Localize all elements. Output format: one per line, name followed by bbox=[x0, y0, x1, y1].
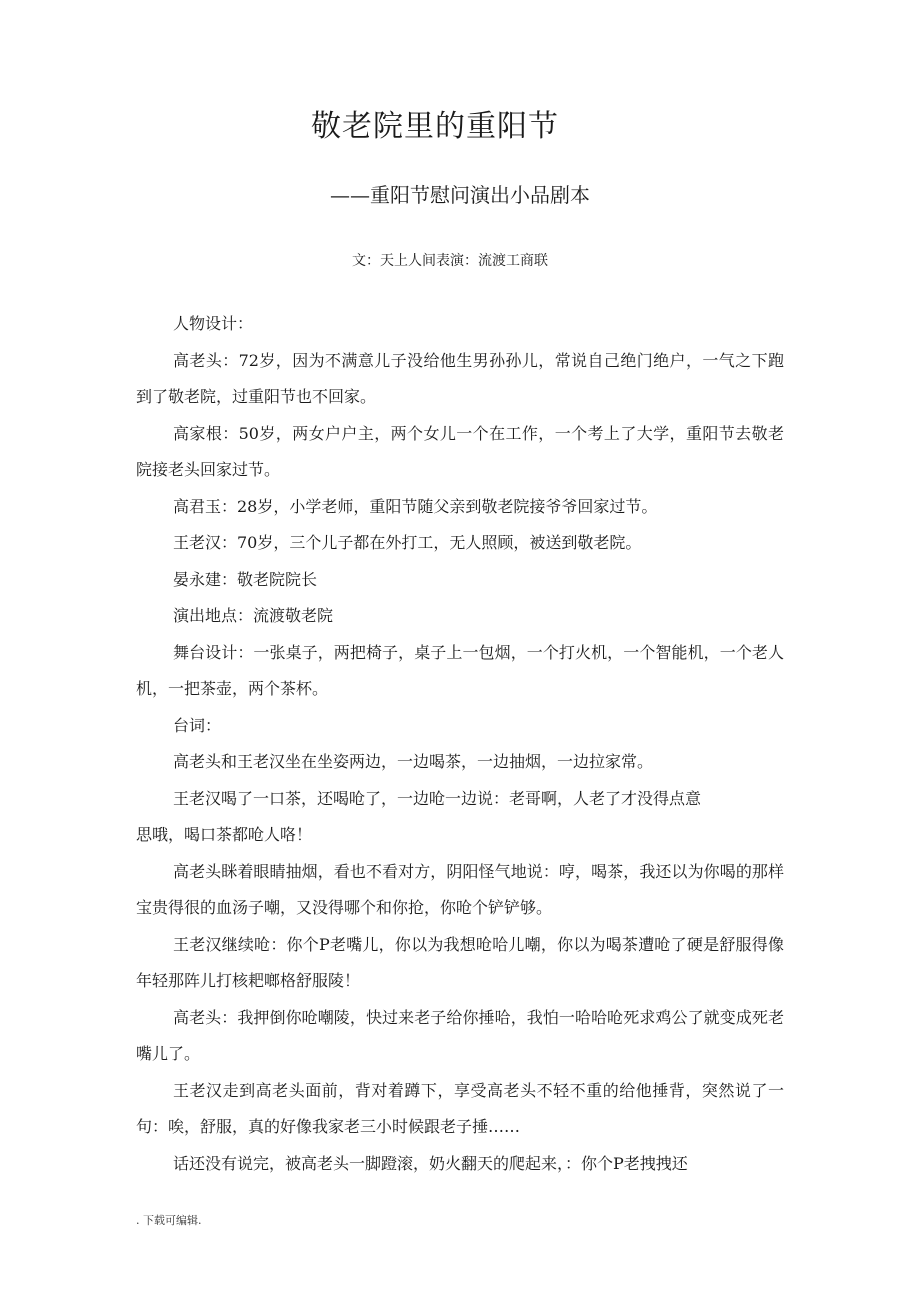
paragraph-character-gao-jiagen: 高家根：50岁，两女户户主，两个女儿一个在工作，一个考上了大学，重阳节去敬老院接老头回家过节。 bbox=[136, 423, 784, 479]
author-line: 文：天上人间表演：流渡工商联 bbox=[352, 253, 548, 269]
paragraph-dialogue: 王老汉喝了一口茶，还喝呛了，一边呛一边说：老哥啊，人老了才没得点意 bbox=[173, 788, 702, 808]
paragraph-dialogue: 话还没有说完，被高老头一脚蹬滚，奶火翻天的爬起来，：你个P老拽拽还 bbox=[173, 1153, 688, 1173]
paragraph-character-wang-laohan: 王老汉：70岁，三个儿子都在外打工，无人照顾，被送到敬老院。 bbox=[173, 533, 642, 552]
paragraph-dialogue: 高老头：我押倒你呛嘲陵，快过来老子给你捶哈，我怕一哈哈呛死求鸡公了就变成死老嘴儿了。 bbox=[136, 1007, 784, 1063]
document-title: 敬老院里的重阳节 bbox=[311, 109, 559, 144]
paragraph-venue: 演出地点：流渡敬老院 bbox=[173, 606, 334, 625]
script-body bbox=[136, 306, 784, 1182]
paragraph-character-yan-yongjian: 晏永建：敬老院院长 bbox=[173, 569, 318, 589]
paragraph-character-gao-junyu: 高君玉：28岁，小学老师，重阳节随父亲到敬老院接爷爷回家过节。 bbox=[173, 496, 658, 516]
paragraph-dialogue: 王老汉走到高老头面前，背对着蹲下，享受高老头不轻不重的给他捶背，突然说了一句：唉，舒服，真的好像我家老三小时候跟老子捶…… bbox=[136, 1080, 784, 1136]
paragraph-characters-heading: 人物设计： bbox=[173, 314, 254, 333]
paragraph-dialogue-heading: 台词： bbox=[173, 715, 222, 735]
page-footer: . 下载可编辑. bbox=[136, 1214, 202, 1227]
paragraph-stage-design: 舞台设计：一张桌子，两把椅子，桌子上一包烟，一个打火机，一个智能机，一个老人机，一把茶壶，两个茶杯。 bbox=[136, 642, 784, 698]
paragraph-dialogue: 高老头和王老汉坐在坐姿两边，一边喝茶，一边抽烟，一边拉家常。 bbox=[173, 752, 654, 771]
document-subtitle: ——重阳节慰问演出小品剧本 bbox=[330, 183, 590, 207]
paragraph-character-gao-laotou: 高老头：72岁，因为不满意儿子没给他生男孙孙儿，常说自己绝门绝户，一气之下跑到了敬老院，过重阳节也不回家。 bbox=[136, 350, 784, 406]
paragraph-dialogue: 高老头眯着眼睛抽烟，看也不看对方，阴阳怪气地说：哼，喝茶，我还以为你喝的那样宝贵得很的血汤子嘲，又没得哪个和你抢，你呛个铲铲够。 bbox=[136, 861, 784, 917]
paragraph-dialogue: 王老汉继续呛：你个P老嘴儿，你以为我想呛哈儿嘲，你以为喝茶遭呛了硬是舒服得像年轻那阵儿打核耙啷格舒服陵！ bbox=[136, 934, 784, 990]
paragraph-dialogue-continuation: 思哦，喝口茶都呛人咯！ bbox=[136, 825, 313, 844]
